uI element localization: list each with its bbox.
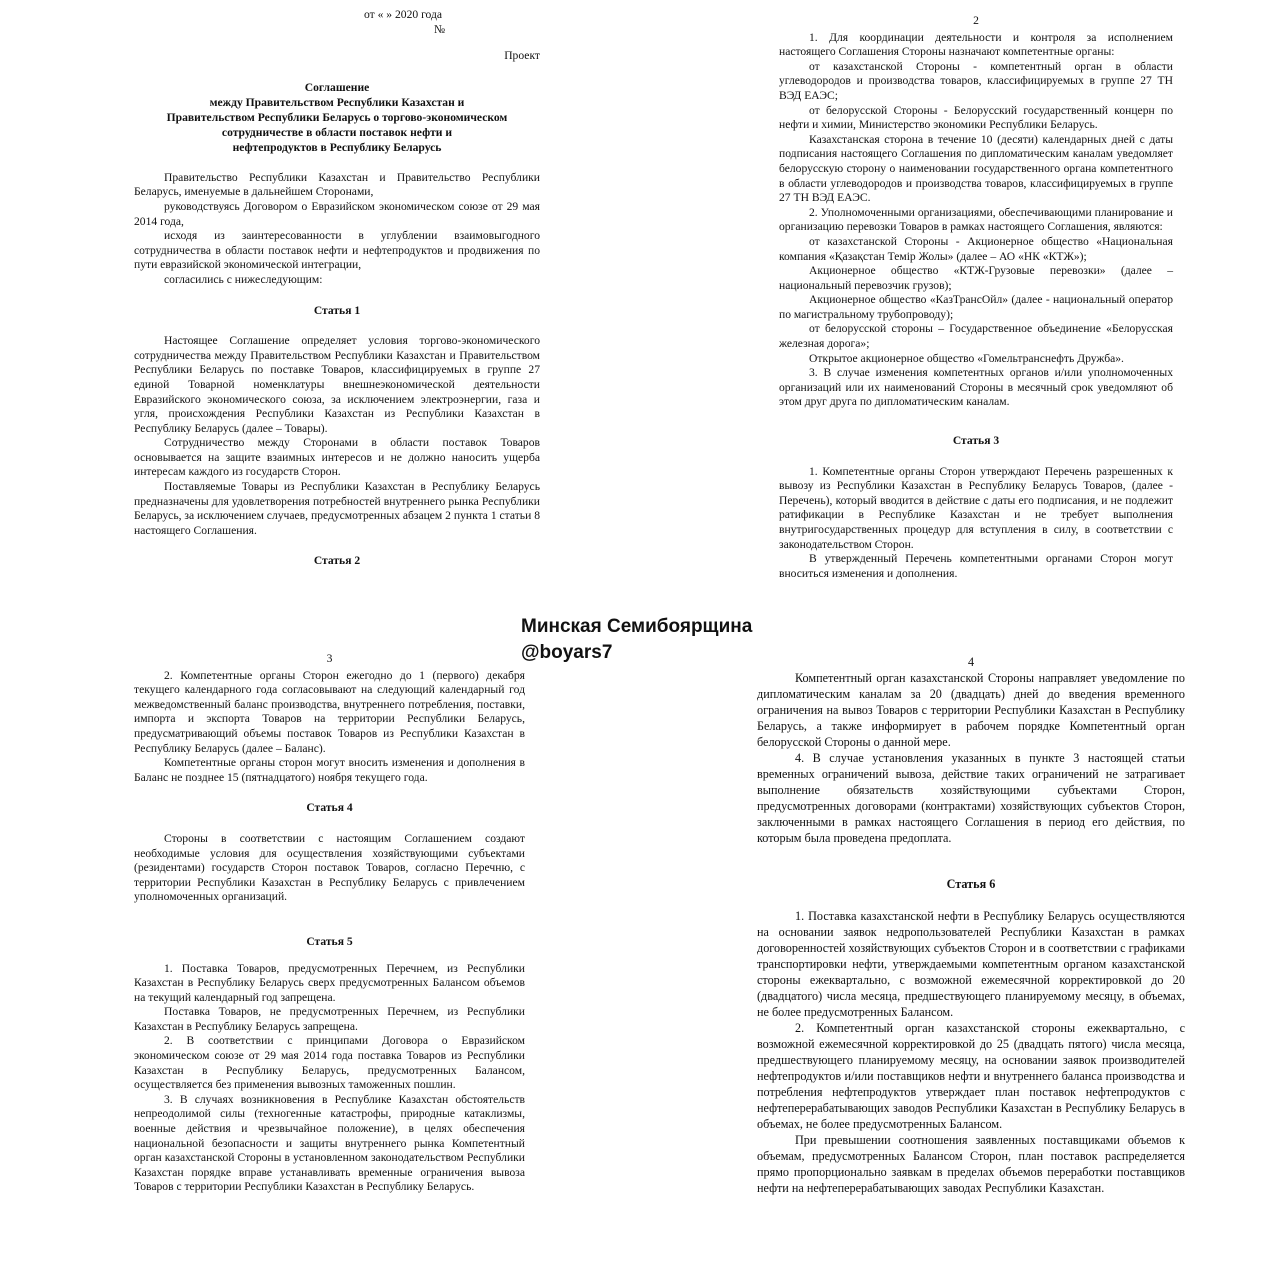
preamble-paragraph: Правительство Республики Казахстан и Правительство Республики Беларусь, именуемые в дальнейшем Сторонами, — [134, 170, 540, 199]
draft-label: Проект — [504, 49, 540, 63]
document-page-4 — [757, 654, 1185, 1254]
article-heading: Статья 2 — [313, 554, 361, 568]
article-paragraph: 2. В соответствии с принципами Договора о Евразийском экономическом союзе от 29 мая 2014 года поставка Товаров из Республики Казахстан в Республику Беларусь, предусмотренных Балансом, осуществляется без применения вывозных таможенных пошлин. — [134, 1034, 525, 1092]
article-heading: Статья 1 — [313, 303, 361, 317]
article-paragraph: 2. Уполномоченными организациями, обеспечивающими планирование и организацию перевозки Товаров в рамках настоящего Соглашения, являются: — [779, 205, 1173, 234]
article-paragraph: Настоящее Соглашение определяет условия торгово-экономического сотрудничества между Правительством Республики Казахстан и Правительством Республики Беларусь по поставке Товаров, классифицируемых в группе 27 единой Товарной номенклатуры внешнеэкономической деятельности Евразийского экономического союза, за исключением электроэнергии, газа и угля, происхождения Республики Казахстан из Республики Казахстан в Республику Беларусь (далее – Товары). — [134, 334, 540, 435]
article-paragraph: Акционерное общество «КТЖ-Грузовые перевозки» (далее – национальный перевозчик грузов); — [779, 264, 1173, 292]
article-paragraph: Стороны в соответствии с настоящим Соглашением создают необходимые условия для осуществления хозяйствующими субъектами (резидентами) государств Сторон поставок Товаров, согласно Перечню, с территории Республики Казахстан в Республику Беларусь с привлечением уполномоченных организаций. — [134, 831, 525, 904]
document-page-3 — [134, 652, 525, 1252]
article-paragraph: 1. Компетентные органы Сторон утверждают Перечень разрешенных к вывозу из Республики Казахстан в Республику Беларусь Товаров, (далее - Перечень), который вводится в действие с даты его подписания, и не подлежит ратификации в Республике Казахстан и не требует выполнения внутригосударственных процедур для вступления в силу, в соответствии с законодательством Сторон. — [779, 464, 1173, 551]
preamble-paragraph: руководствуясь Договором о Евразийском экономическом союзе от 29 мая 2014 года, — [134, 199, 540, 228]
page-number: 2 — [973, 14, 979, 27]
article-paragraph: 1. Поставка казахстанской нефти в Республику Беларусь осуществляются на основании заявок недропользователей Республики Казахстан в рамках договоренностей хозяйствующих субъектов Сторон и в соответствии с графиками транспортировки нефти, утверждаемыми компетентным органом казахстанской стороны ежеквартально, с возможной ежемесячной корректировкой до 20 (двадцатого) числа месяца, предшествующего планируемому месяцу, в объемах, не более предусмотренных Балансом. — [757, 909, 1185, 1019]
article-paragraph: 2. Компетентные органы Сторон ежегодно до 1 (первого) декабря текущего календарного года согласовывают на следующий календарный год межведомственный баланс производства, внутреннего потребления, поставки, импорта и экспорта Товаров на территории Республики Беларусь, предусматривающий объемы поставок Товаров из Республики Казахстан в Республику Беларусь (далее – Баланс). — [134, 668, 525, 755]
date-line: от « » 2020 года — [364, 8, 443, 21]
watermark-handle: @boyars7 — [521, 642, 613, 663]
article-heading: Статья 5 — [306, 934, 353, 948]
article-paragraph: Сотрудничество между Сторонами в области поставок Товаров основывается на защите взаимных интересов и не должно наносить ущерба интересам каждого из государств Сторон. — [134, 436, 540, 479]
article-paragraph: В утвержденный Перечень компетентными органами Сторон могут вноситься изменения и дополнения. — [779, 552, 1173, 580]
number-line: № — [434, 22, 446, 36]
preamble-paragraph: исходя из заинтересованности в углублении взаимовыгодного сотрудничества в области поставок нефти и нефтепродуктов и продвижения по пути евразийской экономической интеграции, — [134, 229, 540, 272]
article-heading: Статья 3 — [952, 434, 1000, 448]
article-paragraph: 1. Для координации деятельности и контроля за исполнением настоящего Соглашения Стороны назначают компетентные органы: — [779, 30, 1173, 59]
article-paragraph: Открытое акционерное общество «Гомельтранснефть Дружба». — [809, 351, 1124, 365]
article-paragraph: от белорусской Стороны - Белорусский государственный концерн по нефти и химии, Министерство экономики Республики Беларусь. — [779, 103, 1173, 132]
article-heading: Статья 6 — [946, 877, 996, 891]
article-paragraph: Казахстанская сторона в течение 10 (десяти) календарных дней с даты подписания настоящего Соглашения по дипломатическим каналам уведомляет белорусскую сторону о наименовании государственного органа компетентного в области углеводородов и производства товаров, классифицируемых в группе 27 ТН ВЭД ЕАЭС. — [779, 132, 1173, 205]
article-paragraph: от казахстанской Стороны - компетентный орган в области углеводородов и производства товаров, классифицируемых в группе 27 ТН ВЭД ЕАЭС; — [779, 59, 1173, 102]
article-paragraph: 3. В случаях возникновения в Республике Казахстан обстоятельств непреодолимой силы (техногенные катастрофы, природные катаклизмы, военные действия и чрезвычайное положение), в целях обеспечения национальной безопасности и защиты внутреннего рынка Компетентный орган казахстанской Стороны в установленном законодательством Республики Казахстан порядке вправе устанавливать временные ограничения вывоза Товаров с территории Республики Казахстан в Республику Беларусь. — [134, 1092, 525, 1194]
article-paragraph: от казахстанской Стороны - Акционерное общество «Национальная компания «Қазақстан Темір Жолы» (далее – АО «НК «КТЖ»); — [779, 234, 1173, 263]
document-page-2 — [779, 14, 1173, 624]
document-page-1 — [134, 8, 540, 612]
article-paragraph: При превышении соотношения заявленных поставщиками объемов к объемам, предусмотренных Балансом Сторон, план поставок распределяется прямо пропорционально заявкам в пределах объемов переработки поставщиков нефти на нефтеперерабатывающих заводах Республики Казахстан. — [757, 1133, 1185, 1195]
article-paragraph: Акционерное общество «КазТрансОйл» (далее - национальный оператор по магистральному трубопроводу); — [779, 293, 1173, 321]
article-paragraph: Поставка Товаров, не предусмотренных Перечнем, из Республики Казахстан в Республику Беларусь запрещена. — [134, 1005, 525, 1033]
article-paragraph: 1. Поставка Товаров, предусмотренных Перечнем, из Республики Казахстан в Республику Беларусь сверх предусмотренных Балансом объемов на текущий календарный год запрещена. — [134, 961, 525, 1004]
article-paragraph: Поставляемые Товары из Республики Казахстан в Республику Беларусь предназначены для удовлетворения потребностей внутреннего рынка Республики Беларусь, за исключением случаев, предусмотренных абзацем 2 пункта 1 статьи 8 настоящего Соглашения. — [134, 480, 540, 537]
article-paragraph: от белорусской стороны – Государственное объединение «Белорусская железная дорога»; — [779, 322, 1173, 351]
page-number: 4 — [967, 655, 975, 669]
watermark-channel-name: Минская Семибоярщина — [521, 616, 753, 637]
article-paragraph: 3. В случае изменения компетентных органов и/или уполномоченных организаций или их наименований Стороны в месячный срок уведомляют об этом друг друга по дипломатическим каналам. — [779, 366, 1173, 409]
preamble-paragraph: согласились с нижеследующим: — [164, 272, 323, 286]
article-paragraph: Компетентный орган казахстанской Стороны направляет уведомление по дипломатическим каналам за 20 (двадцать) дней до введения временного ограничения на вывоз Товаров с территории Республики Казахстан в Республику Беларусь, а также информирует в рабочем порядке Компетентный орган белорусской Стороны о данной мере. — [757, 671, 1185, 749]
document-title: Соглашение между Правительством Республики Казахстан и Правительством Республики Беларусь о торгово-экономическом сотрудничестве в области поставок нефти и нефтепродуктов в Республику Беларусь — [166, 80, 508, 154]
page-number: 3 — [326, 652, 333, 665]
article-paragraph: 2. Компетентный орган казахстанской стороны ежеквартально, с возможной ежемесячной корректировкой до 25 (двадцать пятого) числа месяца, предшествующего планируемому месяцу, на основании заявок производителей нефтепродуктов и/или поставщиков нефти и внутреннего баланса производства и потребления нефтепродуктов утверждает план поставок нефтепродуктов с нефтеперерабатывающих заводов Республики Казахстан в Республику Беларусь в объемах, не более предусмотренных Балансом. — [757, 1021, 1185, 1131]
article-paragraph: 4. В случае установления указанных в пункте 3 настоящей статьи временных ограничений вывоза, действие таких ограничений не затрагивает выполнение обязательств хозяйствующими субъектами Сторон, предусмотренных договорами (контрактами) хозяйствующих субъектов Сторон, заключенными в рамках настоящего Соглашения в период его действия, по которым была проведена предоплата. — [757, 751, 1185, 845]
article-heading: Статья 4 — [306, 801, 353, 815]
channel-watermark — [521, 614, 752, 666]
article-paragraph: Компетентные органы сторон могут вносить изменения и дополнения в Баланс не позднее 15 (пятнадцатого) ноября текущего года. — [134, 756, 525, 784]
